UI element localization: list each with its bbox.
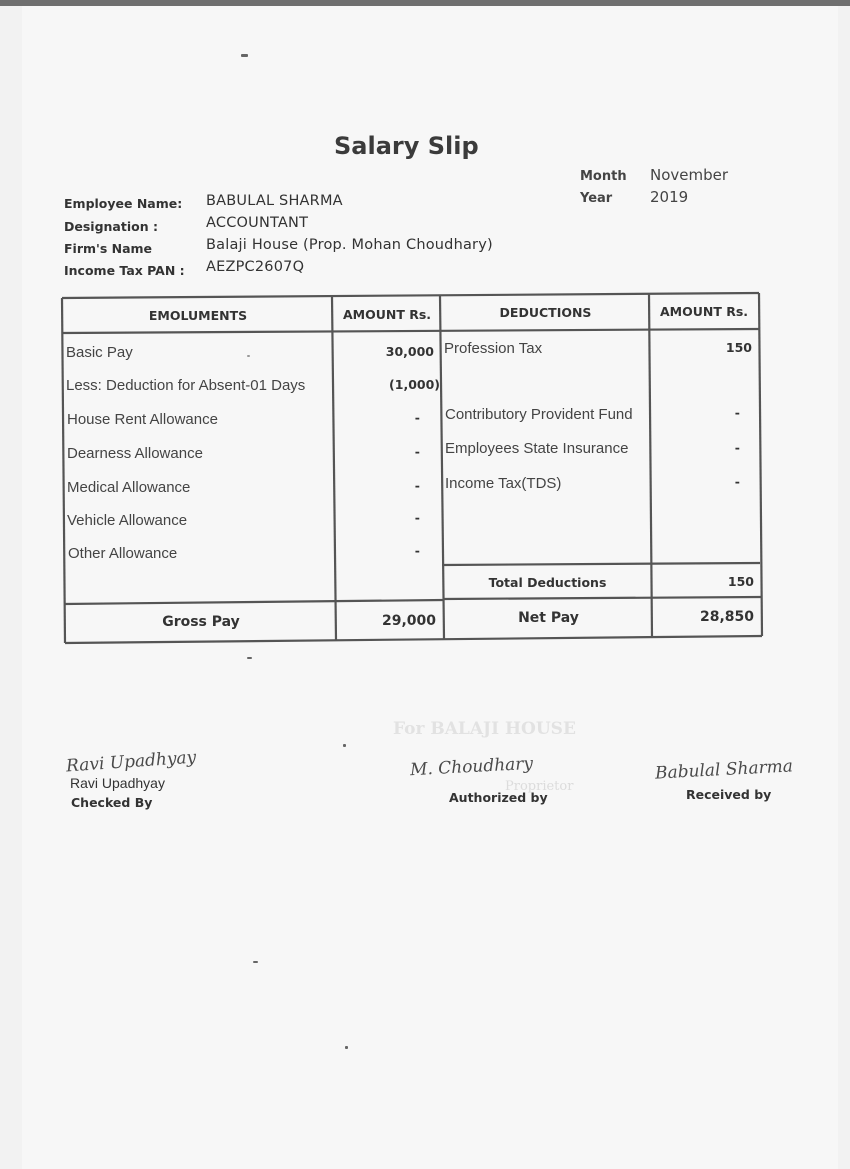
header-emoluments: EMOLUMENTS [148,308,248,323]
year-value: 2019 [650,188,689,206]
employee-name-value: BABULAL SHARMA [206,193,343,209]
deduction-label: Contributory Provident Fund [445,406,633,423]
net-pay-value: 28,850 [699,609,754,625]
emolument-amount: (1,000) [389,377,440,392]
emolument-label: Dearness Allowance [67,445,203,462]
month-label: Month [580,169,627,184]
emolument-label: Basic Pay [66,344,133,361]
scan-speck [247,355,250,357]
designation-label: Designation : [64,219,158,234]
scan-speck [343,744,346,747]
emolument-amount: - [414,543,420,558]
received-by-signature: Babulal Sharma [654,756,794,784]
company-stamp: For BALAJI HOUSE [393,719,576,739]
firm-name-value: Balaji House (Prop. Mohan Choudhary) [206,237,493,253]
gross-pay-value: 29,000 [381,613,436,629]
checked-by-name: Ravi Upadhyay [70,775,165,791]
scan-speck [253,961,258,963]
deduction-label: Income Tax(TDS) [445,475,562,492]
received-by-label: Received by [686,787,772,802]
total-deductions-label: Total Deductions [488,575,607,590]
deduction-amount: 150 [725,340,752,355]
deduction-amount: - [734,405,740,420]
checked-by-signature: Ravi Upadhyay [65,747,197,777]
emolument-amount: - [414,444,420,459]
gross-pay-label: Gross Pay [162,614,240,630]
total-deductions-value: 150 [727,574,754,589]
emolument-label: Less: Deduction for Absent-01 Days [66,377,306,394]
scan-speck [345,1046,348,1049]
emolument-amount: 30,000 [385,344,434,359]
header-amount-left: AMOUNT Rs. [342,307,432,322]
net-pay-label: Net Pay [518,610,579,626]
deduction-amount: - [734,474,740,489]
year-label: Year [580,191,613,206]
emolument-label: House Rent Allowance [67,411,218,428]
pan-label: Income Tax PAN : [64,263,185,278]
checked-by-label: Checked By [71,795,153,810]
header-amount-right: AMOUNT Rs. [659,304,749,319]
emolument-label: Other Allowance [68,545,178,562]
emolument-amount: - [414,410,420,425]
emolument-amount: - [414,510,420,525]
designation-value: ACCOUNTANT [206,215,309,231]
deduction-label: Profession Tax [444,340,543,357]
company-stamp-proprietor: Proprietor [505,779,574,794]
deduction-label: Employees State Insurance [445,440,629,457]
header-deductions: DEDUCTIONS [499,305,592,320]
authorized-signature: M. Choudhary [409,753,534,781]
month-value: November [650,166,729,184]
authorized-by-label: Authorized by [449,790,548,805]
scan-speck [241,54,248,57]
emolument-label: Medical Allowance [67,479,191,496]
deduction-amount: - [734,440,740,455]
scan-speck [247,657,252,659]
page-title: Salary Slip [334,132,479,160]
emolument-label: Vehicle Allowance [67,512,188,529]
employee-name-label: Employee Name: [64,196,183,211]
emolument-amount: - [414,478,420,493]
pan-value: AEZPC2607Q [206,259,305,275]
firm-name-label: Firm's Name [64,241,153,256]
